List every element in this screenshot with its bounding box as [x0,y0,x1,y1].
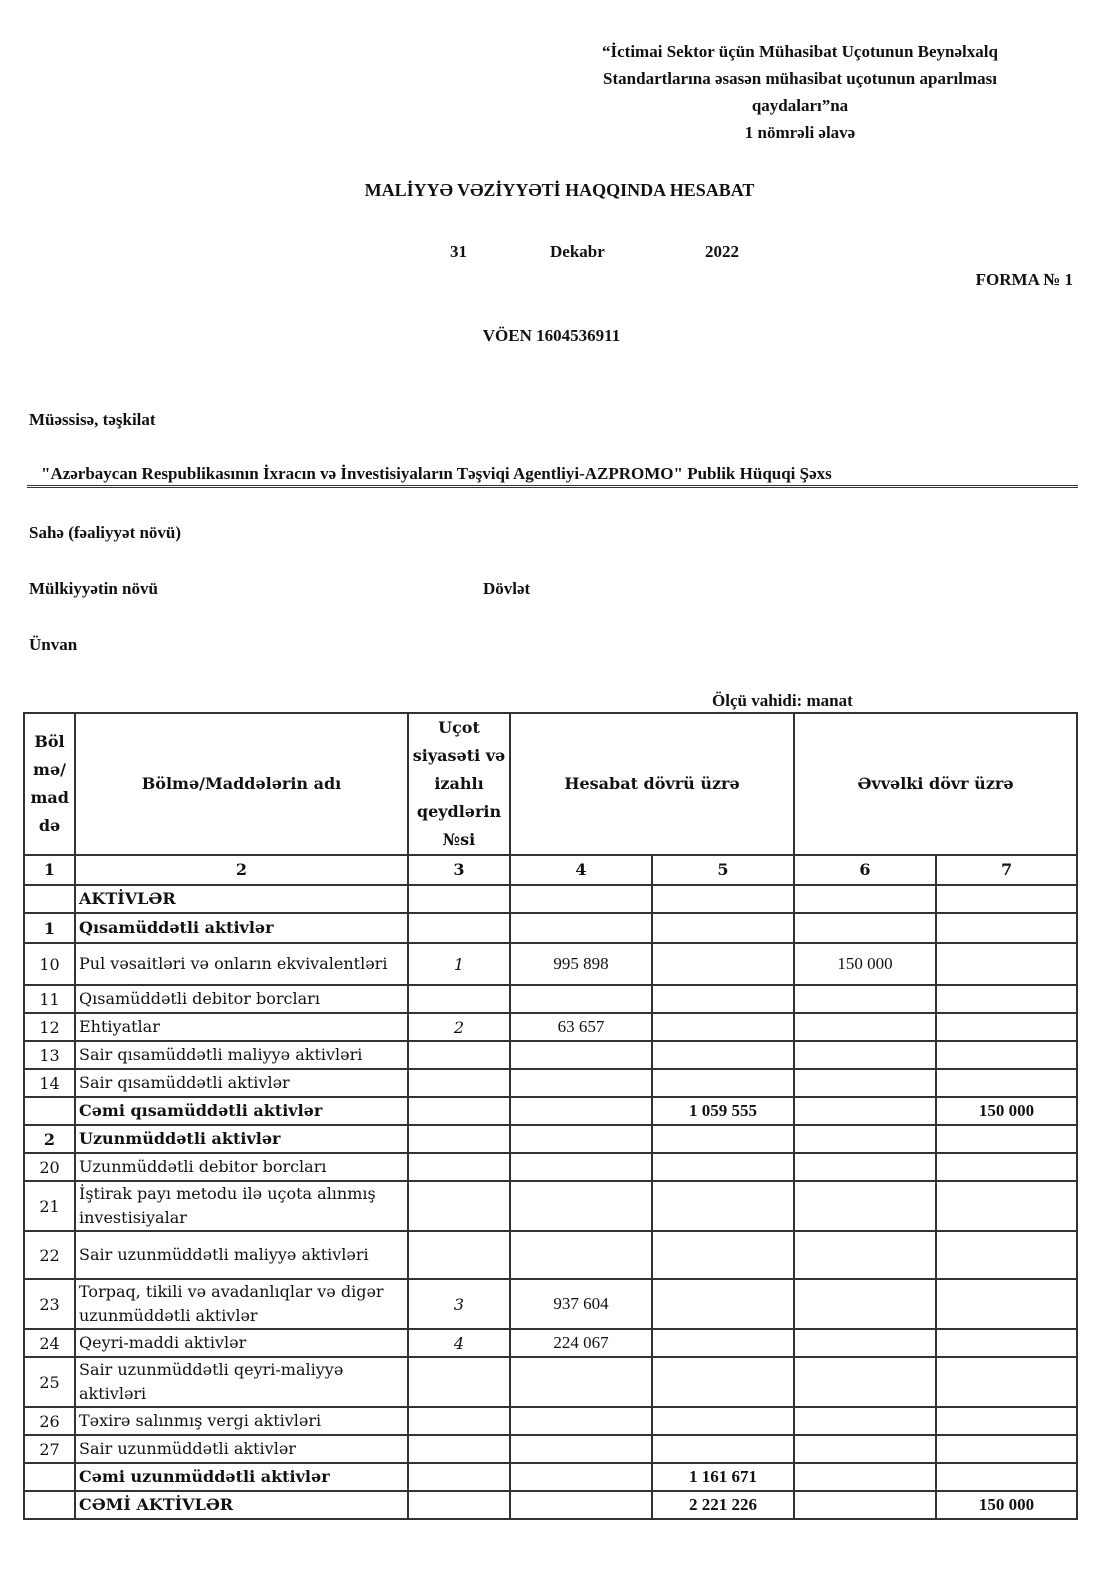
table-row [24,1013,1077,1041]
current-period-detail [510,1357,652,1407]
table-row [24,985,1077,1013]
table-row [24,1407,1077,1435]
row-note-ref: 3 [408,1279,510,1329]
row-code: 2 [24,1125,75,1153]
row-code: 11 [24,985,75,1013]
header-previous-period: Əvvəlki dövr üzrə [794,713,1077,855]
row-code: 24 [24,1329,75,1357]
previous-period-detail [794,1435,936,1463]
previous-period-detail [794,1463,936,1491]
previous-period-detail [794,1491,936,1519]
row-name: Qısamüddətli aktivlər [75,913,408,943]
row-code: 10 [24,943,75,985]
previous-period-detail [794,1329,936,1357]
ownership-label: Mülkiyyətin növü [29,579,158,598]
previous-period-total [936,1125,1077,1153]
current-period-total [652,1153,794,1181]
previous-period-detail [794,1279,936,1329]
column-number: 4 [510,855,652,885]
previous-period-detail [794,1231,936,1279]
header-note: Uçot siyasəti və izahlı qeydlərin №si [408,713,510,855]
ownership-value: Dövlət [483,579,531,598]
report-date-day: 31 [450,242,467,261]
row-code: 26 [24,1407,75,1435]
row-code: 27 [24,1435,75,1463]
current-period-total [652,1435,794,1463]
row-name: Qısamüddətli debitor borcları [75,985,408,1013]
table-row [24,1041,1077,1069]
header-name: Bölmə/Maddələrin adı [75,713,408,855]
table-row [24,943,1077,985]
previous-period-total [936,1329,1077,1357]
previous-period-total [936,1231,1077,1279]
row-note-ref [408,1463,510,1491]
previous-period-detail: 150 000 [794,943,936,985]
previous-period-detail [794,1181,936,1231]
table-row [24,885,1077,913]
current-period-total: 1 161 671 [652,1463,794,1491]
table-row [24,1069,1077,1097]
table-row [24,1463,1077,1491]
table-row [24,913,1077,943]
measurement-unit: Ölçü vahidi: manat [712,691,853,710]
row-code: 20 [24,1153,75,1181]
row-name: Qeyri-maddi aktivlər [75,1329,408,1357]
row-name: AKTİVLƏR [75,885,408,913]
column-number: 3 [408,855,510,885]
row-note-ref [408,1041,510,1069]
row-note-ref [408,1181,510,1231]
current-period-detail: 224 067 [510,1329,652,1357]
organization-label: Müəssisə, təşkilat [29,410,156,429]
current-period-total: 2 221 226 [652,1491,794,1519]
row-note-ref [408,885,510,913]
current-period-detail [510,1097,652,1125]
report-date-month: Dekabr [550,242,605,261]
appendix-line-1: “İctimai Sektor üçün Mühasibat Uçotunun Beynəlxalq [602,42,998,61]
previous-period-total [936,1435,1077,1463]
column-number: 7 [936,855,1077,885]
appendix-reference [540,38,1060,146]
table-row [24,1279,1077,1329]
current-period-total [652,1069,794,1097]
previous-period-total [936,1069,1077,1097]
row-code: 13 [24,1041,75,1069]
current-period-detail: 995 898 [510,943,652,985]
row-name: Torpaq, tikili və avadanlıqlar və digər uzunmüddətli aktivlər [75,1279,408,1329]
row-name: CƏMİ AKTİVLƏR [75,1491,408,1519]
form-number: FORMA № 1 [975,270,1073,289]
previous-period-total [936,1279,1077,1329]
row-code: 25 [24,1357,75,1407]
column-number-row [24,855,1077,885]
table-row [24,1329,1077,1357]
previous-period-total: 150 000 [936,1491,1077,1519]
row-note-ref: 1 [408,943,510,985]
row-note-ref: 2 [408,1013,510,1041]
row-note-ref [408,1097,510,1125]
row-name: Ehtiyatlar [75,1013,408,1041]
current-period-total [652,1231,794,1279]
column-number: 2 [75,855,408,885]
row-note-ref: 4 [408,1329,510,1357]
current-period-total: 1 059 555 [652,1097,794,1125]
row-name: Sair uzunmüddətli qeyri-maliyyə aktivləri [75,1357,408,1407]
row-note-ref [408,1407,510,1435]
previous-period-detail [794,985,936,1013]
row-code [24,1097,75,1125]
column-number: 1 [24,855,75,885]
current-period-detail [510,1435,652,1463]
row-code: 12 [24,1013,75,1041]
current-period-total [652,943,794,985]
row-code: 14 [24,1069,75,1097]
previous-period-detail [794,1069,936,1097]
current-period-detail [510,913,652,943]
previous-period-detail [794,1013,936,1041]
table-row [24,1231,1077,1279]
row-note-ref [408,1491,510,1519]
row-name: Təxirə salınmış vergi aktivləri [75,1407,408,1435]
current-period-total [652,1181,794,1231]
financial-position-table [23,712,1078,1520]
previous-period-total [936,1013,1077,1041]
address-label: Ünvan [29,635,78,654]
appendix-line-2: Standartlarına əsasən mühasibat uçotunun aparılması [603,69,997,88]
previous-period-total [936,1041,1077,1069]
previous-period-detail [794,1125,936,1153]
table-row [24,1435,1077,1463]
table-row [24,1153,1077,1181]
row-name: Pul vəsaitləri və onların ekvivalentləri [75,943,408,985]
report-date-year: 2022 [705,242,739,261]
current-period-total [652,1357,794,1407]
previous-period-total [936,943,1077,985]
current-period-detail: 937 604 [510,1279,652,1329]
row-name: İştirak payı metodu ilə uçota alınmış investisiyalar [75,1181,408,1231]
row-note-ref [408,1357,510,1407]
previous-period-total [936,1463,1077,1491]
previous-period-detail [794,1153,936,1181]
row-name: Cəmi uzunmüddətli aktivlər [75,1463,408,1491]
current-period-detail [510,985,652,1013]
table-row [24,1357,1077,1407]
previous-period-total [936,885,1077,913]
row-code: 22 [24,1231,75,1279]
row-code: 23 [24,1279,75,1329]
current-period-total [652,1125,794,1153]
column-number: 6 [794,855,936,885]
table-row [24,1181,1077,1231]
appendix-line-3: qaydaları”na [751,96,849,115]
table-row [24,1125,1077,1153]
row-note-ref [408,1153,510,1181]
row-code [24,1463,75,1491]
current-period-detail [510,1125,652,1153]
row-name: Uzunmüddətli debitor borcları [75,1153,408,1181]
row-note-ref [408,1435,510,1463]
previous-period-detail [794,1097,936,1125]
column-number: 5 [652,855,794,885]
field-label: Sahə (fəaliyyət növü) [29,523,182,542]
organization-name: "Azərbaycan Respublikasının İxracın və İnvestisiyaların Təşviqi Agentliyi-AZPROMO" Publik Hüquqi Şəxs [27,464,1078,488]
row-note-ref [408,1125,510,1153]
row-note-ref [408,913,510,943]
row-name: Sair uzunmüddətli aktivlər [75,1435,408,1463]
row-note-ref [408,985,510,1013]
row-code [24,1491,75,1519]
appendix-line-4: 1 nömrəli əlavə [744,123,856,142]
previous-period-total [936,913,1077,943]
row-name: Sair qısamüddətli maliyyə aktivləri [75,1041,408,1069]
current-period-detail [510,1231,652,1279]
header-code: Böl mə/ mad də [24,713,75,855]
row-code [24,885,75,913]
previous-period-total [936,1407,1077,1435]
row-name: Cəmi qısamüddətli aktivlər [75,1097,408,1125]
current-period-total [652,1041,794,1069]
row-name: Uzunmüddətli aktivlər [75,1125,408,1153]
previous-period-total [936,1357,1077,1407]
row-note-ref [408,1069,510,1097]
previous-period-detail [794,1407,936,1435]
row-code: 1 [24,913,75,943]
previous-period-total: 150 000 [936,1097,1077,1125]
current-period-detail [510,1041,652,1069]
tax-id: VÖEN 1604536911 [482,326,621,345]
current-period-total [652,985,794,1013]
page-title: MALİYYƏ VƏZİYYƏTİ HAQQINDA HESABAT [364,180,755,200]
previous-period-detail [794,885,936,913]
current-period-detail [510,1069,652,1097]
header-current-period: Hesabat dövrü üzrə [510,713,794,855]
current-period-total [652,1279,794,1329]
current-period-detail [510,1153,652,1181]
current-period-total [652,885,794,913]
current-period-detail [510,1491,652,1519]
previous-period-total [936,1153,1077,1181]
row-note-ref [408,1231,510,1279]
previous-period-detail [794,1357,936,1407]
current-period-total [652,913,794,943]
table-row [24,1491,1077,1519]
current-period-detail: 63 657 [510,1013,652,1041]
current-period-detail [510,1181,652,1231]
current-period-detail [510,885,652,913]
previous-period-detail [794,913,936,943]
current-period-detail [510,1407,652,1435]
current-period-total [652,1329,794,1357]
previous-period-total [936,1181,1077,1231]
previous-period-total [936,985,1077,1013]
current-period-total [652,1407,794,1435]
row-name: Sair qısamüddətli aktivlər [75,1069,408,1097]
previous-period-detail [794,1041,936,1069]
current-period-detail [510,1463,652,1491]
row-code: 21 [24,1181,75,1231]
table-row [24,1097,1077,1125]
row-name: Sair uzunmüddətli maliyyə aktivləri [75,1231,408,1279]
current-period-total [652,1013,794,1041]
